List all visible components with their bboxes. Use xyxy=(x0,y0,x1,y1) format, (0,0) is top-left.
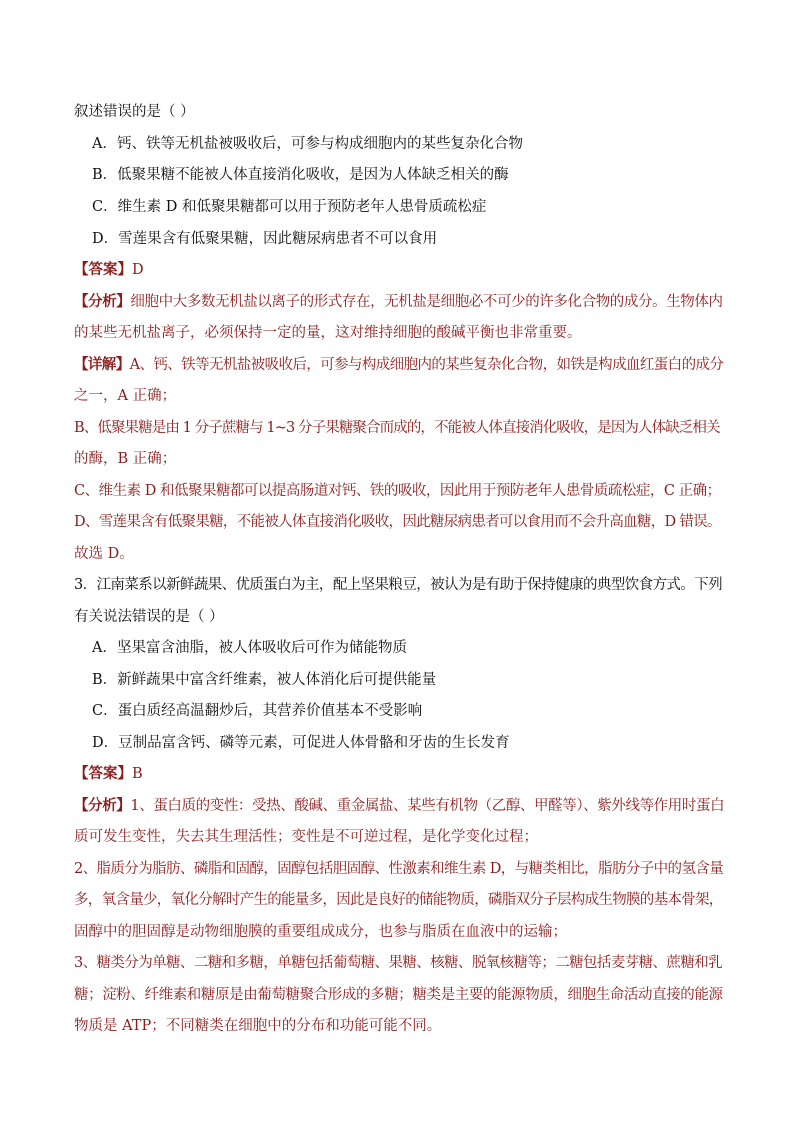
q3-analysis-line-5: 固醇中的胆固醇是动物细胞膜的重要组成成分，也参与脂质在血液中的运输； xyxy=(74,924,567,940)
q2-option-c: C．维生素 D 和低聚果糖都可以用于预防老年人患骨质疏松症 xyxy=(92,199,487,215)
q3-answer-tag: 【答案】 xyxy=(74,765,132,782)
q2-detail-tag: 【详解】 xyxy=(74,356,130,373)
q2-detail-line-5: C、维生素 D 和低聚果糖都可以提高肠道对钙、铁的吸收，因此用于预防老年人患骨质疏松症，C 正确； xyxy=(74,483,721,499)
q3-answer-value: B xyxy=(132,766,143,782)
q2-analysis-tag: 【分析】 xyxy=(74,293,131,310)
q2-answer-tag: 【答案】 xyxy=(74,261,132,278)
q3-option-d: D．豆制品富含钙、磷等元素，可促进人体骨骼和牙齿的生长发育 xyxy=(92,735,510,751)
q3-option-b: B．新鲜蔬果中富含纤维素，被人体消化后可提供能量 xyxy=(92,672,437,688)
q3-analysis-line-2: 质可发生变性，失去其生理活性；变性是不可逆过程，是化学变化过程； xyxy=(74,829,538,845)
q3-stem-line-2: 有关说法错误的是（ ） xyxy=(74,609,224,625)
q2-answer-value: D xyxy=(132,262,144,278)
q2-analysis-line-2: 的某些无机盐离子，必须保持一定的量，这对维持细胞的酸碱平衡也非常重要。 xyxy=(74,325,582,341)
q2-stem-tail: 叙述错误的是（ ） xyxy=(74,104,195,120)
q3-analysis-line-4: 多，氧含量少，氧化分解时产生的能量多，因此是良好的储能物质，磷脂双分子层构成生物膜的基本骨架， xyxy=(74,892,723,908)
q2-detail-line-6: D、雪莲果含有低聚果糖，不能被人体直接消化吸收，因此糖尿病患者可以食用而不会升高血糖，D 错误。 xyxy=(74,514,721,530)
q3-stem-line-1: 3．江南菜系以新鲜蔬果、优质蛋白为主，配上坚果粮豆，被认为是有助于保持健康的典型饮食方式。下列 xyxy=(74,577,723,593)
q2-answer-line xyxy=(74,260,144,280)
q3-analysis-line-7: 糖；淀粉、纤维素和糖原是由葡萄糖聚合形成的多糖；糖类是主要的能源物质，细胞生命活动直接的能源 xyxy=(74,987,723,1003)
q3-analysis-text-1: 1、蛋白质的变性：受热、酸碱、重金属盐、某些有机物（乙醇、甲醛等）、紫外线等作用时蛋白 xyxy=(130,798,725,814)
q2-option-b: B．低聚果糖不能被人体直接消化吸收，是因为人体缺乏相关的酶 xyxy=(92,167,509,183)
q3-answer-line xyxy=(74,764,143,784)
q2-detail-text-1: A、钙、铁等无机盐被吸收后，可参与构成细胞内的某些复杂化合物，如铁是构成血红蛋白的成分 xyxy=(129,357,724,373)
q2-detail-line-4: 的酶，B 正确； xyxy=(74,451,177,467)
q2-analysis-text-1: 细胞中大多数无机盐以离子的形式存在，无机盐是细胞必不可少的许多化合物的成分。生物体内 xyxy=(130,294,723,310)
q2-option-d: D．雪莲果含有低聚果糖，因此糖尿病患者不可以食用 xyxy=(92,231,438,247)
q3-analysis-line-8: 物质是 ATP；不同糖类在细胞中的分布和功能可能不同。 xyxy=(74,1018,442,1034)
q2-detail-line-2: 之一，A 正确； xyxy=(74,388,177,404)
q3-analysis-line-3: 2、脂质分为脂肪、磷脂和固醇，固醇包括胆固醇、性激素和维生素 D，与糖类相比，脂肪分子中的氢含量 xyxy=(74,861,724,877)
q2-detail-line-3: B、低聚果糖是由 1 分子蔗糖与 1~3 分子果糖聚合而成的，不能被人体直接消化吸收，是因为人体缺乏相关 xyxy=(74,420,720,436)
q3-option-a: A．坚果富含油脂，被人体吸收后可作为储能物质 xyxy=(92,640,407,656)
q2-detail-line-7: 故选 D。 xyxy=(74,546,134,562)
q2-option-a: A．钙、铁等无机盐被吸收后，可参与构成细胞内的某些复杂化合物 xyxy=(92,136,523,152)
q3-analysis-line-1 xyxy=(74,796,724,816)
q3-analysis-line-6: 3、糖类分为单糖、二糖和多糖，单糖包括葡萄糖、果糖、核糖、脱氧核糖等；二糖包括麦芽糖、蔗糖和乳 xyxy=(74,955,723,971)
q2-analysis-line-1 xyxy=(74,292,723,312)
q3-analysis-tag: 【分析】 xyxy=(74,797,131,814)
q3-option-c: C．蛋白质经高温翻炒后，其营养价值基本不受影响 xyxy=(92,703,423,719)
q2-detail-line-1 xyxy=(74,355,723,375)
